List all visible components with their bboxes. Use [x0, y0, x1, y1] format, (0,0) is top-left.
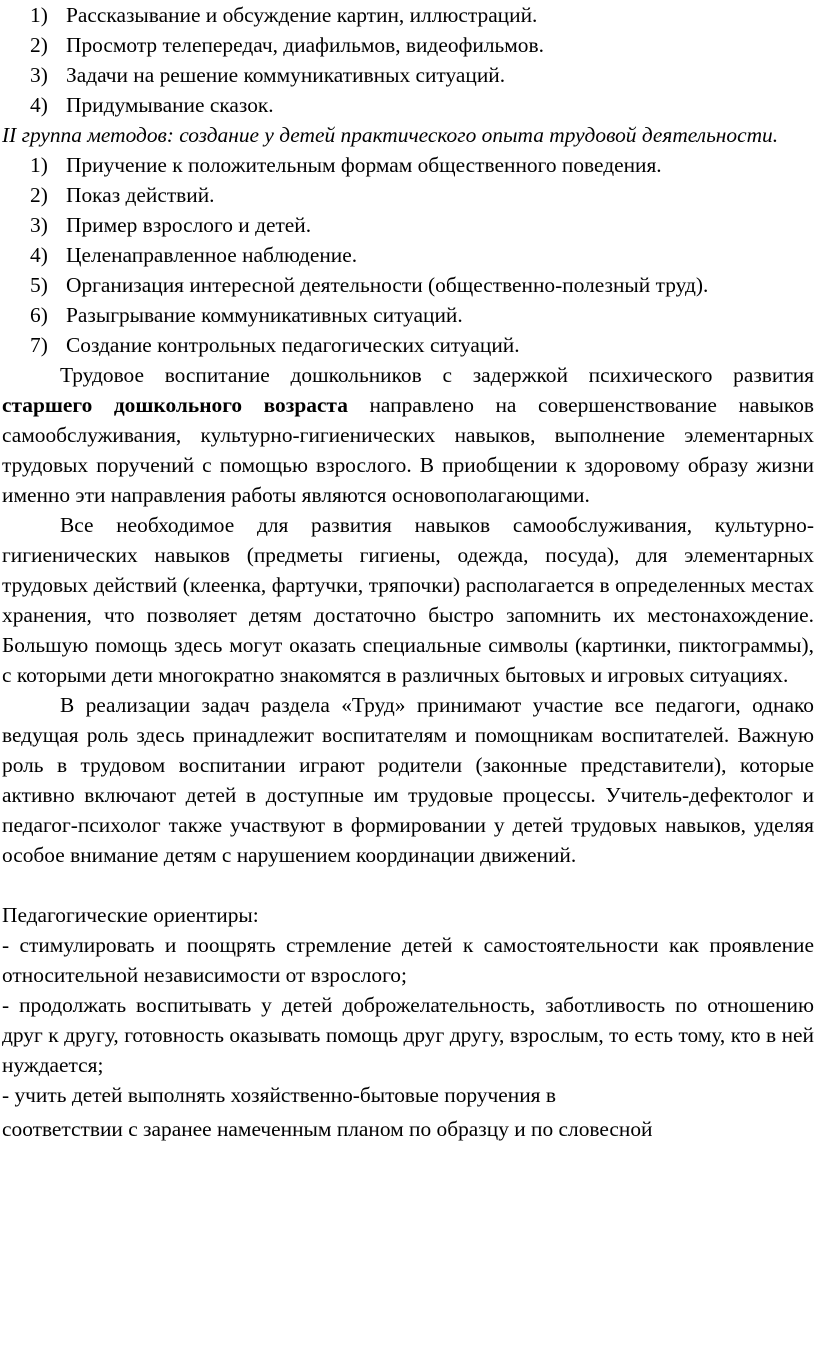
- paragraph-text: направлено на совершенствование навыков самообслуживания, культурно-гигиенических навыков, выполнение элементарных трудовых поручений с помощью взрослого. В приобщении к здоровому образу жизни именно эти направления работы являются основополагающими.: [2, 393, 815, 507]
- guideline-item: - стимулировать и поощрять стремление детей к самостоятельности как проявление относительной независимости от взрослого;: [2, 933, 814, 987]
- list-item-number: 4): [30, 93, 48, 117]
- emphasized-text: старшего дошкольного возраста: [2, 393, 348, 417]
- list-item-text: Просмотр телепередач, диафильмов, видеофильмов.: [66, 33, 544, 57]
- list-item-text: Задачи на решение коммуникативных ситуаций.: [66, 63, 506, 87]
- list-item: [2, 270, 814, 300]
- methods-list-two: [2, 150, 814, 360]
- blank-line: [2, 870, 814, 900]
- methods-list-one: [2, 0, 814, 120]
- paragraph-text: Трудовое воспитание дошкольников с задержкой психического развития: [60, 363, 814, 387]
- list-item: [2, 90, 814, 120]
- list-item-number: 2): [30, 183, 48, 207]
- list-item-text: Приучение к положительным формам общественного поведения.: [66, 153, 662, 177]
- list-item: [2, 240, 814, 270]
- teachers-paragraph: В реализации задач раздела «Труд» принимают участие все педагоги, однако ведущая роль здесь принадлежит воспитателям и помощникам воспитателей. Важную роль в трудовом воспитании играют родители (законные представители), которые активно включают детей в доступные им трудовые процессы. Учитель-дефектолог и педагог-психолог также участвуют в формировании у детей трудовых навыков, уделяя особое внимание детям с нарушением координации движений.: [2, 693, 814, 867]
- labor-education-paragraph: [2, 360, 814, 510]
- list-item: [2, 60, 814, 90]
- list-item: [2, 0, 814, 30]
- list-item-text: Показ действий.: [66, 183, 215, 207]
- list-item-text: Создание контрольных педагогических ситуаций.: [66, 333, 520, 357]
- list-item-text: Разыгрывание коммуникативных ситуаций.: [66, 303, 463, 327]
- guideline-item: - продолжать воспитывать у детей доброжелательность, заботливость по отношению друг к другу, готовность оказывать помощь друг другу, взрослым, то есть тому, кто в ней нуждается;: [2, 993, 814, 1077]
- guideline-item: - учить детей выполнять хозяйственно-бытовые поручения в: [2, 1083, 556, 1107]
- list-item-text: Пример взрослого и детей.: [66, 213, 312, 237]
- list-item-text: Организация интересной деятельности (общественно-полезный труд).: [66, 273, 709, 297]
- list-item-number: 5): [30, 273, 48, 297]
- list-item-number: 1): [30, 3, 48, 27]
- list-item-number: 3): [30, 213, 48, 237]
- guidelines-heading: Педагогические ориентиры:: [2, 903, 259, 927]
- list-item-number: 6): [30, 303, 48, 327]
- list-item-text: Придумывание сказок.: [66, 93, 274, 117]
- list-item: [2, 30, 814, 60]
- document-page: [2, 0, 814, 1144]
- list-item: [2, 150, 814, 180]
- list-item: [2, 210, 814, 240]
- list-item: [2, 330, 814, 360]
- list-item-number: 7): [30, 333, 48, 357]
- list-item-number: 1): [30, 153, 48, 177]
- list-item: [2, 180, 814, 210]
- guideline-continuation: соответствии с заранее намеченным планом по образцу и по словесной: [2, 1117, 653, 1141]
- list-item: [2, 300, 814, 330]
- method-group-heading: II группа методов: создание у детей практического опыта трудовой деятельности.: [2, 123, 779, 147]
- list-item-number: 2): [30, 33, 48, 57]
- storage-paragraph: Все необходимое для развития навыков самообслуживания, культурно-гигиенических навыков (предметы гигиены, одежда, посуда), для элементарных трудовых действий (клеенка, фартучки, тряпочки) располагается в определенных местах хранения, что позволяет детям достаточно быстро запомнить их местонахождение. Большую помощь здесь могут оказать специальные символы (картинки, пиктограммы), с которыми дети многократно знакомятся в различных бытовых и игровых ситуациях.: [2, 513, 814, 687]
- list-item-number: 4): [30, 243, 48, 267]
- list-item-text: Целенаправленное наблюдение.: [66, 243, 358, 267]
- list-item-number: 3): [30, 63, 48, 87]
- list-item-text: Рассказывание и обсуждение картин, иллюстраций.: [66, 3, 538, 27]
